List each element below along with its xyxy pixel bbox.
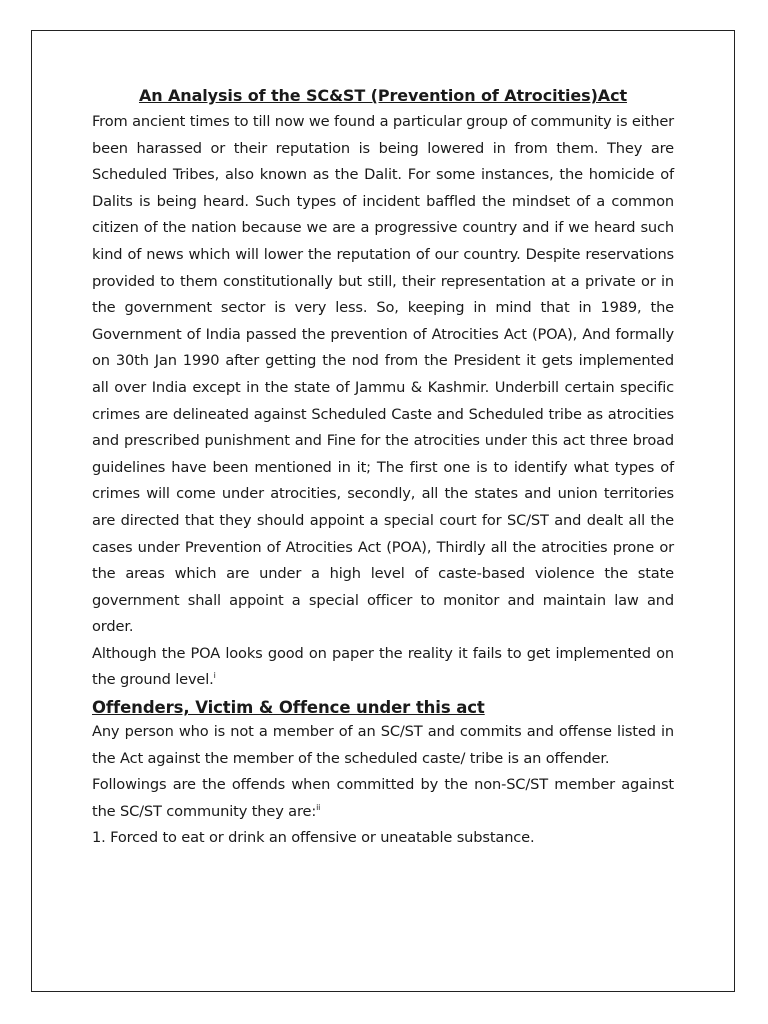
section-heading: Offenders, Victim & Offence under this act [92, 698, 485, 718]
list-item [92, 825, 674, 852]
intro-paragraph: From ancient times to till now we found a particular group of community is either been harassed or their reputation is being lowered in from them. They are Scheduled Tribes, also known as the Dalit. For some instances, the homicide of Dalits is being heard. Such types of incident baffled the mindset of a common citizen of the nation because we are a progressive country and if we heard such kind of news which will lower the reputation of our country. Despite reservations provided to them constitutionally but still, their representation at a private or in the government sector is very less. So, keeping in mind that in 1989, the Government of India passed the prevention of Atrocities Act (POA), And formally on 30th Jan 1990 after getting the nod from the President it gets implemented all over India except in the state of Jammu & Kashmir. Underbill certain specific crimes are delineated against Scheduled Caste and Scheduled tribe as atrocities and prescribed punishment and Fine for the atrocities under this act three broad guidelines have been mentioned in it; The first one is to identify what types of crimes will come under atrocities, secondly, all the states and union territories are directed that they should appoint a special court for SC/ST and dealt all the cases under Prevention of Atrocities Act (POA), Thirdly all the atrocities prone or the areas which are under a high level of caste-based violence the state government shall appoint a special officer to monitor and maintain law and order. [92, 113, 674, 636]
document-body [92, 86, 674, 852]
footnote-marker: ii [316, 802, 321, 812]
offends-intro-paragraph [92, 772, 674, 825]
second-paragraph-text: Although the POA looks good on paper the reality it fails to get implemented on the ground level. [92, 644, 674, 689]
offender-paragraph: Any person who is not a member of an SC/ST and commits and offense listed in the Act against the member of the scheduled caste/ tribe is an offender. [92, 723, 674, 767]
second-paragraph [92, 641, 674, 694]
list-item-number: 1. [92, 829, 106, 847]
offends-intro-text: Followings are the offends when committed by the non-SC/ST member against the SC/ST community they are: [92, 776, 674, 820]
document-title: An Analysis of the SC&ST (Prevention of Atrocities)Act [138, 86, 628, 105]
list-item-text: Forced to eat or drink an offensive or uneatable substance. [110, 829, 535, 847]
footnote-marker: i [213, 671, 216, 681]
